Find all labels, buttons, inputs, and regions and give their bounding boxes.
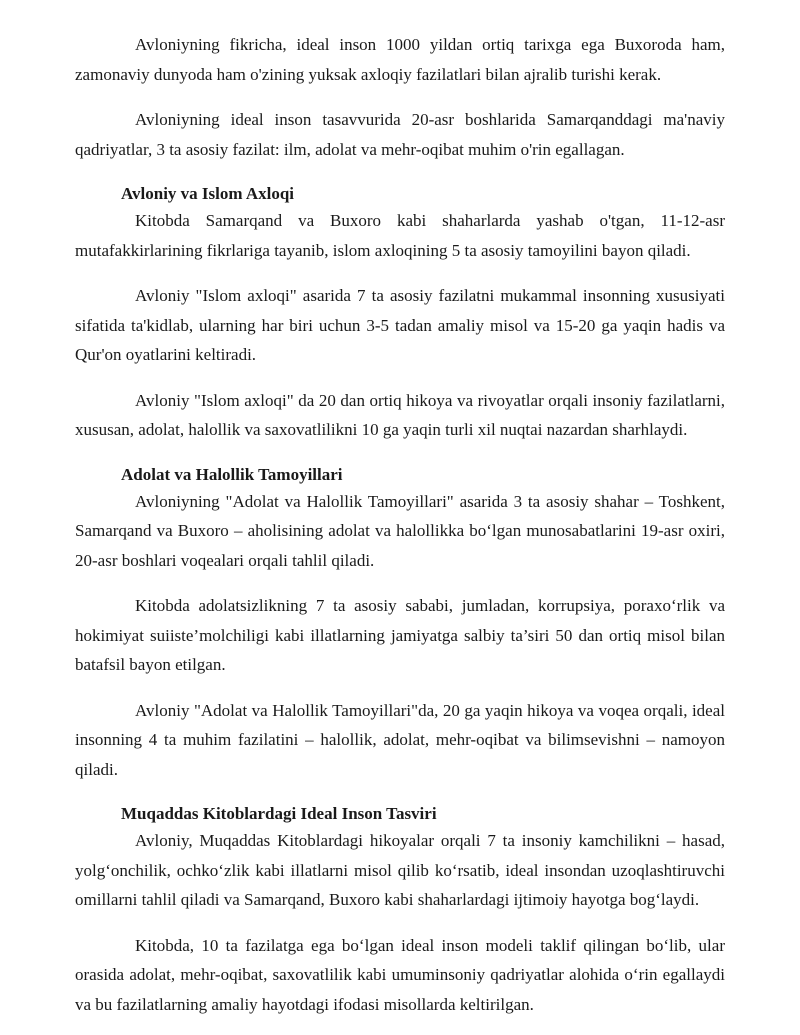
- paragraph: Kitobda Samarqand va Buxoro kabi shaharlarda yashab o'tgan, 11-12-asr mutafakkirlarining fikrlariga tayanib, islom axloqining 5 ta asosiy tamoyilini bayon qiladi.: [75, 211, 725, 260]
- paragraph: Kitobda, 10 ta fazilatga ega bo‘lgan ideal inson modeli taklif qilingan bo‘lib, ular orasida adolat, mehr-oqibat, saxovatlilik kabi umuminsoniy qadriyatlar alohida o‘rin egallaydi va bu fazilatlarning amaliy hayotdagi ifodasi misollarda keltirilgan.: [75, 935, 725, 1014]
- paragraph: Avloniyning ideal inson tasavvurida 20-asr boshlarida Samarqanddagi ma'naviy qadriyatlar, 3 ta asosiy fazilat: ilm, adolat va mehr-oqibat muhim o'rin egallagan.: [75, 110, 725, 159]
- section-heading: Avloniy va Islom Axloqi: [121, 184, 295, 203]
- paragraph: Avloniyning "Adolat va Halollik Tamoyillari" asarida 3 ta asosiy shahar – Toshkent, Samarqand va Buxoro – aholisining adolat va halollikka bo‘lgan munosabatlarini 19-asr oxiri, 20-asr boshlari voqealari orqali tahlil qiladi.: [75, 491, 725, 570]
- paragraph: Avloniy "Islom axloqi" asarida 7 ta asosiy fazilatni mukammal insonning xususiyati sifatida ta'kidlab, ularning har biri uchun 3-5 tadan amaliy misol va 15-20 ga yaqin hadis va Qur'on oyatlarini keltiradi.: [75, 286, 725, 364]
- document-page: [75, 30, 725, 1019]
- paragraph: Avloniy "Islom axloqi" da 20 dan ortiq hikoya va rivoyatlar orqali insoniy fazilatlarni, xususan, adolat, halollik va saxovatlilikni 10 ga yaqin turli xil nuqtai nazardan sharhlaydi.: [75, 390, 725, 439]
- paragraph: Kitobda adolatsizlikning 7 ta asosiy sababi, jumladan, korrupsiya, poraxo‘rlik va hokimiyat suiiste’molchiligi kabi illatlarning jamiyatga salbiy ta’siri 50 dan ortiq misol bilan batafsil bayon etilgan.: [75, 596, 725, 674]
- paragraph: Avloniyning fikricha, ideal inson 1000 yildan ortiq tarixga ega Buxoroda ham, zamonaviy dunyoda ham o'zining yuksak axloqiy fazilatlari bilan ajralib turishi kerak.: [75, 35, 725, 84]
- section-heading: Muqaddas Kitoblardagi Ideal Inson Tasviri: [121, 804, 437, 823]
- paragraph: Avloniy, Muqaddas Kitoblardagi hikoyalar orqali 7 ta insoniy kamchilikni – hasad, yolg‘onchilik, ochko‘zlik kabi illatlarni misol qilib ko‘rsatib, ideal insondan uzoqlashtiruvchi omillarni tahlil qiladi va Samarqand, Buxoro kabi shaharlardagi ijtimoiy hayotga bog‘laydi.: [75, 831, 725, 909]
- paragraph: Avloniy "Adolat va Halollik Tamoyillari"da, 20 ga yaqin hikoya va voqea orqali, ideal insonning 4 ta muhim fazilatini – halollik, adolat, mehr-oqibat va bilimsevishni – namoyon qiladi.: [75, 700, 725, 779]
- section-heading: Adolat va Halollik Tamoyillari: [121, 464, 343, 484]
